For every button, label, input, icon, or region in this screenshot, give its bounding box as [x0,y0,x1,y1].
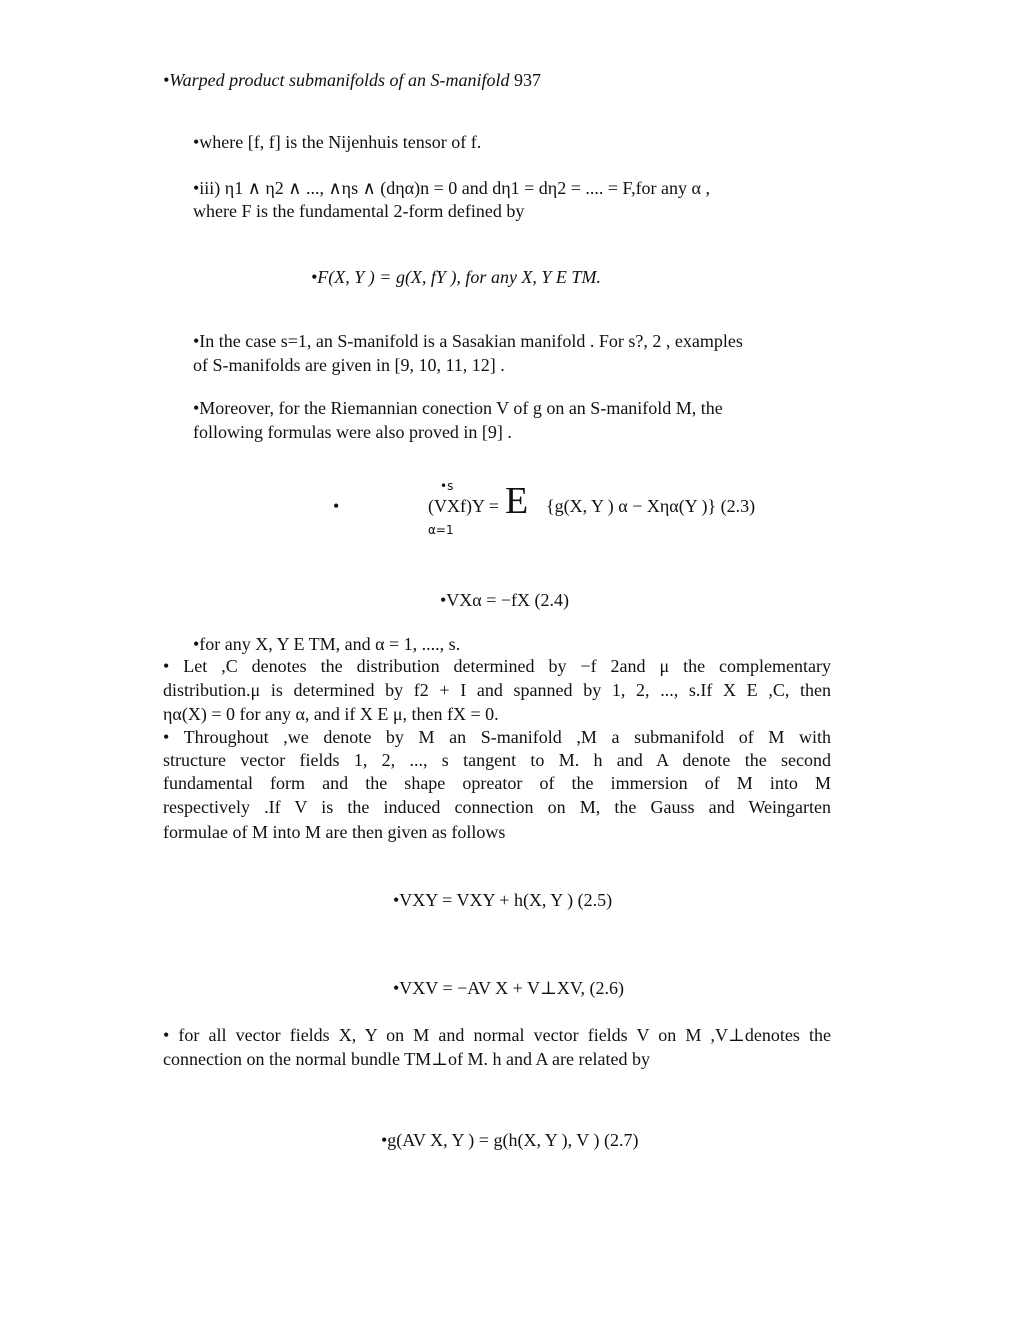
equation-2-4: •VXα = −fX (2.4) [440,590,570,610]
moreover-line1: •Moreover, for the Riemannian conection V of g on an S-manifold M, the [193,398,723,418]
nijenhuis-line: •where [f, f] is the Nijenhuis tensor of f. [193,132,482,152]
eq23-rhs: {g(X, Y ) α − Xηα(Y )} (2.3) [546,496,756,516]
throughout-para-line4: respectively .If V is the induced connection on M, the Gauss and Weingarten [163,797,831,817]
property-iii-line1: •iii) η1 ∧ η2 ∧ ..., ∧ηs ∧ (dηα)n = 0 and dη1 = dη2 = .... = F,for any α , [193,178,710,198]
throughout-para-line1: • Throughout ,we denote by M an S-manifold ,M a submanifold of M with [163,727,831,747]
equation-fundamental-form: •F(X, Y ) = g(X, fY ), for any X, Y E TM. [311,267,601,287]
running-header [163,68,541,92]
eq23-lhs: (VXf)Y = [428,496,499,516]
sasakian-line1: •In the case s=1, an S-manifold is a Sasakian manifold . For s?, 2 , examples [193,331,743,351]
eq23-sum-upper-limit: •s [440,479,454,493]
property-iii-line2: where F is the fundamental 2-form defined by [193,201,525,221]
vector-fields-para-line1: • for all vector fields X, Y on M and normal vector fields V on M ,V⊥denotes the [163,1025,831,1045]
distribution-para-line3: ηα(X) = 0 for any α, and if X E μ, then fX = 0. [163,704,499,724]
moreover-line2: following formulas were also proved in [9] . [193,422,512,442]
throughout-para-line2: structure vector fields 1, 2, ..., s tangent to M. h and A denote the second [163,750,831,770]
equation-2-5: •VXY = VXY + h(X, Y ) (2.5) [393,890,613,910]
throughout-para-line3: fundamental form and the shape opreator of the immersion of M into M [163,773,831,793]
distribution-para-line2: distribution.μ is determined by f2 + I and spanned by 1, 2, ..., s.If X E ,C, then [163,680,831,700]
throughout-para-line5: formulae of M into M are then given as follows [163,822,506,842]
sasakian-line2: of S-manifolds are given in [9, 10, 11, 12] . [193,355,505,375]
eq23-sum-lower-limit: α=1 [428,523,454,537]
eq23-sum-symbol: E [505,480,529,522]
page-number: 937 [513,70,541,90]
equation-2-6: •VXV = −AV X + V⊥XV, (2.6) [393,978,625,998]
eq23-bullet: • [333,496,340,516]
vector-fields-para-line2: connection on the normal bundle TM⊥of M. h and A are related by [163,1049,650,1069]
distribution-para-line1: • Let ,C denotes the distribution determined by −f 2and μ the complementary [163,656,831,676]
equation-2-7: •g(AV X, Y ) = g(h(X, Y ), V ) (2.7) [381,1130,639,1150]
for-any-line: •for any X, Y E TM, and α = 1, ...., s. [193,634,461,654]
running-title: •Warped product submanifolds of an S-manifold [163,70,510,90]
